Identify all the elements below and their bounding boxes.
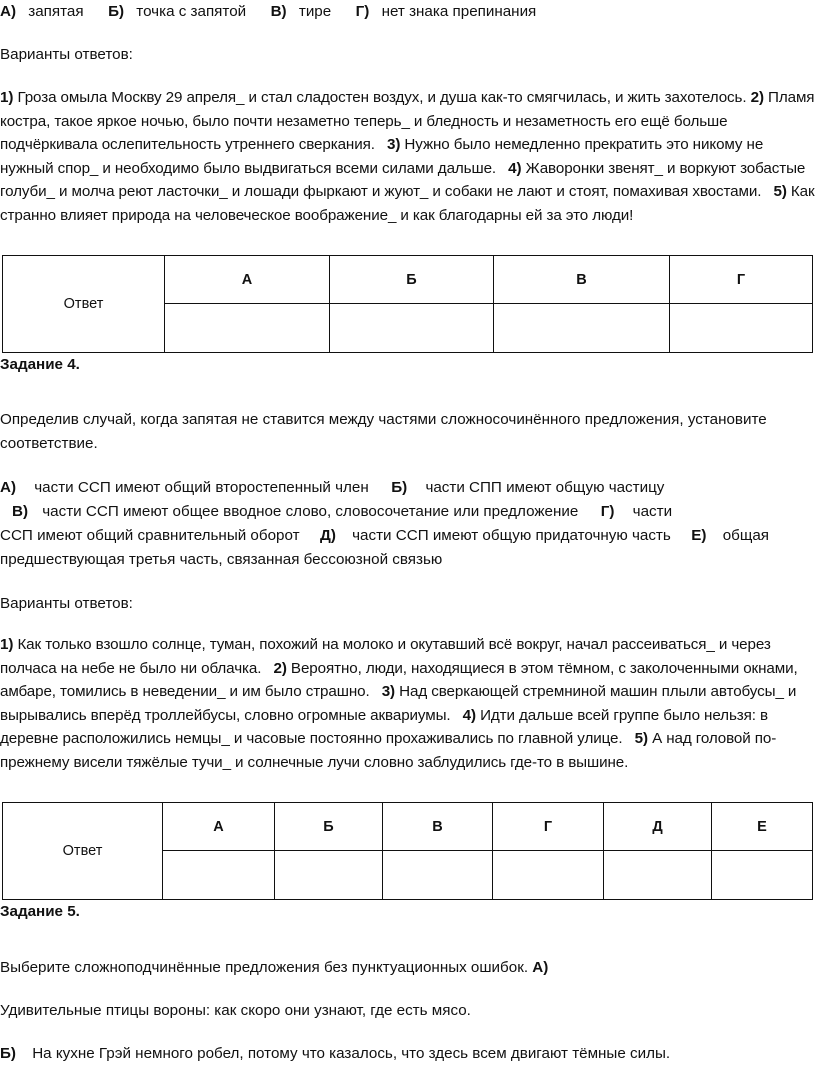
answer-column-header: Г (493, 803, 604, 851)
answer-column-header: А (163, 803, 275, 851)
answer-cell[interactable] (275, 851, 383, 900)
sentence-text: Пламя костра, такое яркое ночью, было почти незаметно теперь_ и бледность и незаметность его ещё больше подчёркивала ослепительность утреннего сверкания. (0, 89, 815, 154)
answer-cell[interactable] (493, 851, 604, 900)
answer-cell[interactable] (165, 304, 330, 353)
option-text: ССП имеют общий сравнительный оборот (0, 527, 300, 544)
answer-cell[interactable] (383, 851, 493, 900)
answer-column-header: Б (275, 803, 383, 851)
answer-cell[interactable] (330, 304, 494, 353)
task4-options-line-1 (0, 476, 816, 500)
answer-row-label: Ответ (3, 803, 163, 900)
sentence-text: Нужно было немедленно прекратить это никому не нужный спор_ и необходимо было выдвигаться всеми силами дальше. (0, 136, 764, 177)
option-text: части ССП имеют общую придаточную часть (352, 527, 671, 544)
option-text: общая (722, 527, 769, 544)
option-letter: Е) (691, 527, 707, 544)
option-letter: В) (12, 503, 29, 520)
option-letter: А) (0, 479, 17, 496)
answer-cell[interactable] (712, 851, 813, 900)
sentence-number: 1) (0, 89, 14, 106)
option-letter: Б) (108, 3, 125, 20)
variants-heading: Варианты ответов: (0, 46, 133, 63)
option-letter: Б) (0, 1045, 16, 1062)
option-text: части СПП имеют общую частицу (425, 479, 665, 496)
sentence-text: А над головой по-прежнему висели тяжёлые тучи_ и солнечные лучи словно заблудились где-то в вышине. (0, 730, 777, 771)
answer-table-task4 (2, 802, 813, 900)
task5-title: Задание 5. (0, 903, 80, 920)
option-text: части ССП имеют общее вводное слово, словосочетание или предложение (42, 503, 579, 520)
option-text: запятая (28, 3, 84, 20)
task5-instruction: Выберите сложноподчинённые предложения без пунктуационных ошибок. (0, 959, 529, 976)
sentence-text: Над сверкающей стремниной машин плыли автобусы_ и вырывались вперёд троллейбусы, словно огромные аквариумы. (0, 683, 797, 724)
sentence-text: Как странно влияет природа на человеческое воображение_ и как благодарны ей за это люди! (0, 183, 815, 224)
answer-cell[interactable] (604, 851, 712, 900)
task4-options-line-2 (0, 500, 816, 524)
answer-column-header: Б (330, 256, 494, 304)
option-text: тире (298, 3, 332, 20)
task4-options-line-3 (0, 524, 816, 548)
sentence-number: 5) (634, 730, 648, 748)
task4-instruction: Определив случай, когда запятая не ставится между частями сложносочинённого предложения, установите соответствие. (0, 411, 767, 452)
task3-sentences (0, 86, 816, 228)
option-text: части (632, 503, 673, 520)
sentence-text: Вероятно, люди, находящиеся в этом тёмном, с заколоченными окнами, амбаре, томились в неведении_ и им было страшно. (0, 659, 798, 701)
task5-sentence-b: На кухне Грэй немного робел, потому что казалось, что здесь всем двигают тёмные силы. (32, 1045, 671, 1062)
task4-sentences (0, 633, 816, 775)
option-letter: Д) (320, 527, 336, 544)
variants-heading: Варианты ответов: (0, 595, 133, 612)
option-letter: Б) (391, 479, 408, 496)
sentence-number: 1) (0, 636, 14, 653)
answer-column-header: Г (670, 256, 813, 304)
sentence-number: 5) (773, 183, 787, 201)
answer-row-label: Ответ (3, 256, 165, 353)
task4-options-line-4: предшествующая третья часть, связанная бессоюзной связью (0, 551, 443, 568)
sentence-number: 4) (508, 159, 522, 177)
sentence-number: 2) (273, 659, 287, 677)
sentence-number: 4) (462, 706, 476, 724)
answer-cell[interactable] (494, 304, 670, 353)
option-text: части ССП имеют общий второстепенный член (34, 479, 369, 496)
option-letter: Г) (355, 3, 370, 20)
answer-table-task3 (2, 255, 813, 353)
sentence-number: 3) (386, 136, 401, 154)
option-letter: А) (532, 959, 549, 976)
answer-column-header: А (165, 256, 330, 304)
task5-sentence-a: Удивительные птицы вороны: как скоро они узнают, где есть мясо. (0, 1002, 471, 1019)
sentence-text: Жаворонки звенят_ и воркуют зобастые голуби_ и молча реют ласточки_ и лошади фыркают и жуют_ и собаки не лают и стоят, помахивая хвостами. (0, 159, 806, 201)
answer-column-header: Д (604, 803, 712, 851)
answer-column-header: Е (712, 803, 813, 851)
sentence-text: Гроза омыла Москву 29 апреля_ и стал сладостен воздух, и душа как-то смягчилась, и жить захотелось. (17, 89, 747, 106)
option-text: точка с запятой (136, 3, 247, 20)
option-letter: В) (270, 3, 287, 20)
sentence-text: Идти дальше всей группе было нельзя: в деревне расположились немцы_ и часовые постоянно прохаживались по главной улице. (0, 706, 768, 748)
task5-instruction-line (0, 956, 816, 980)
sentence-text: Как только взошло солнце, туман, похожий на молоко и окутавший всё вокруг, начал рассеиваться_ и через полчаса на небе не было ни облачка. (0, 636, 771, 677)
sentence-number: 3) (381, 683, 396, 701)
answer-cell[interactable] (670, 304, 813, 353)
answer-cell[interactable] (163, 851, 275, 900)
sentence-number: 2) (750, 89, 764, 106)
option-letter: А) (0, 3, 17, 20)
task3-options-line (0, 0, 816, 24)
answer-column-header: В (494, 256, 670, 304)
task5-sentence-b-line (0, 1042, 816, 1066)
option-letter: Г) (600, 503, 615, 520)
option-text: нет знака препинания (381, 3, 537, 20)
answer-column-header: В (383, 803, 493, 851)
task4-title: Задание 4. (0, 356, 80, 373)
